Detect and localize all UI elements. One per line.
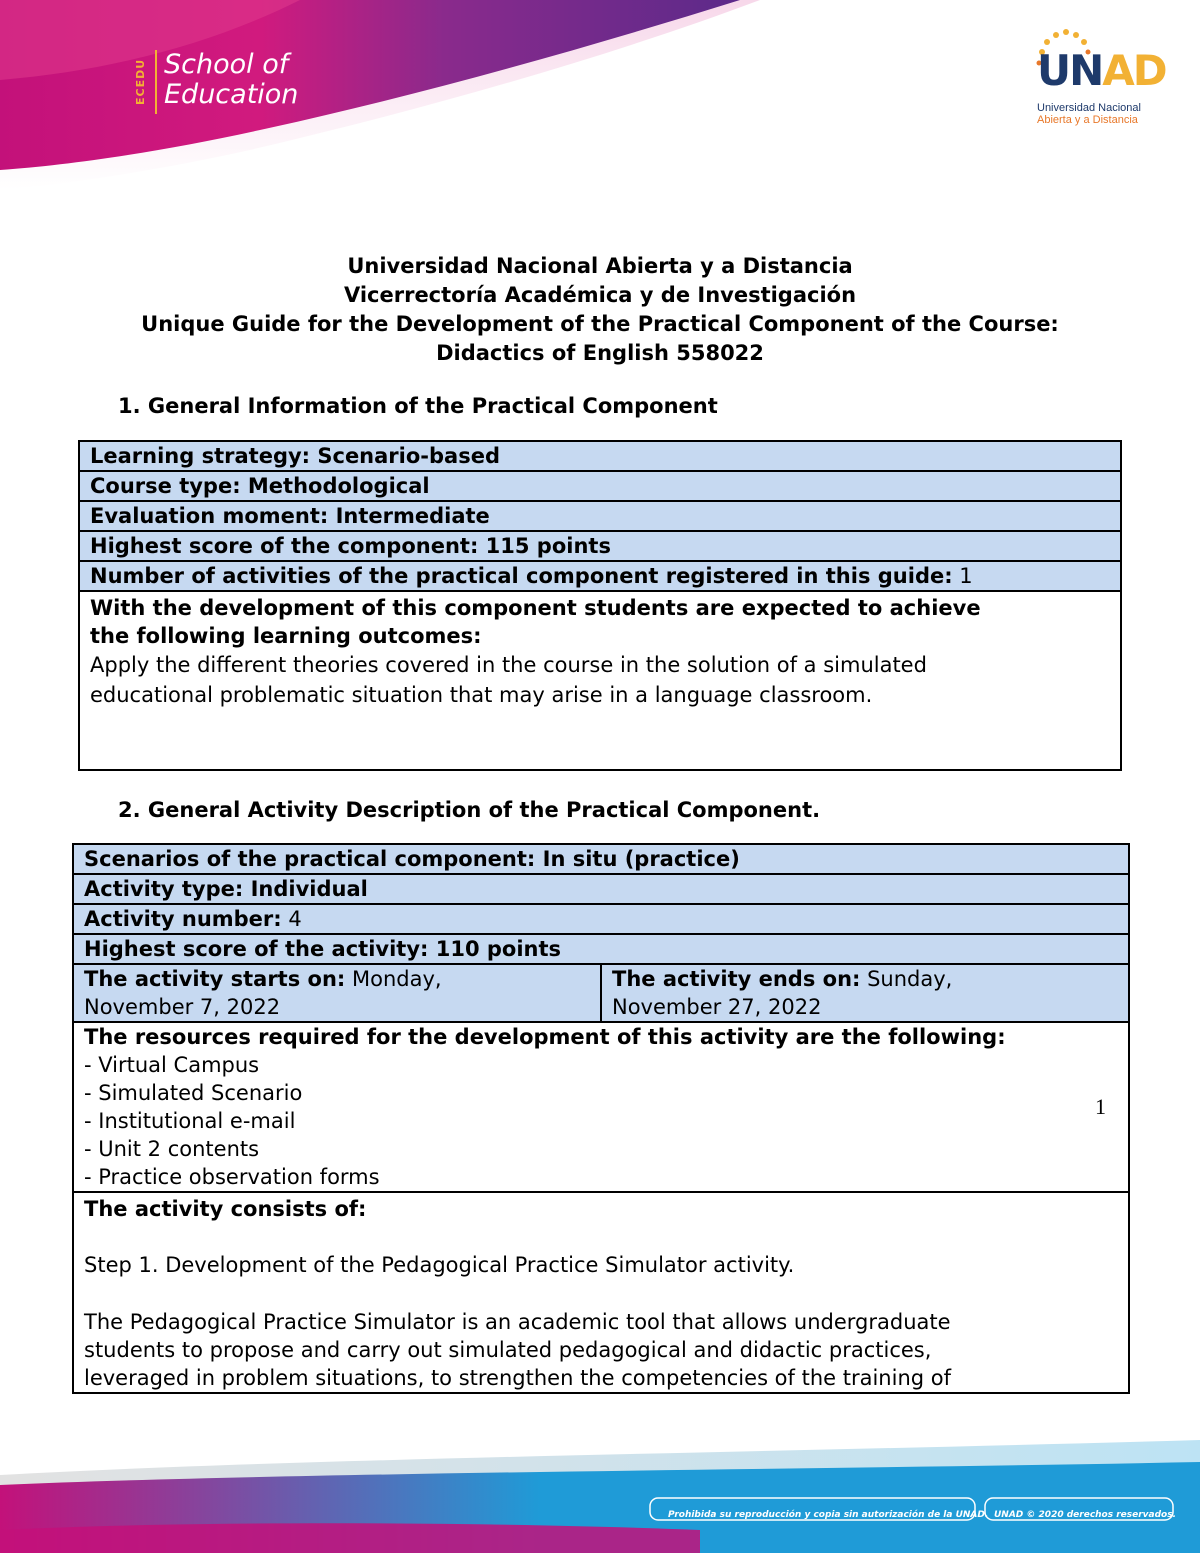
activity-number-label: Activity number: (84, 907, 282, 931)
course-type-cell: Course type: Methodological (79, 471, 1121, 501)
start-label: The activity starts on: (84, 967, 346, 991)
footer-decoration (0, 1440, 1200, 1553)
title-line-3: Unique Guide for the Development of the Practical Component of the Course: (141, 312, 1059, 336)
footer-copy-notice: Prohibida su reproducción y copia sin autorización de la UNAD. (668, 1510, 989, 1520)
school-logo-divider (155, 50, 157, 114)
resource-item: - Unit 2 contents (84, 1137, 260, 1161)
resources-cell (73, 1022, 1129, 1192)
scenarios-cell: Scenarios of the practical component: In situ (practice) (73, 844, 1129, 874)
learning-outcomes-cell (79, 591, 1121, 770)
title-line-2: Vicerrectoría Académica y de Investigación (343, 283, 857, 307)
title-line-1: Universidad Nacional Abierta y a Distancia (347, 254, 853, 278)
resource-item: - Institutional e-mail (84, 1109, 296, 1133)
simulator-paragraph-2: students to propose and carry out simulated pedagogical and didactic practices, (84, 1338, 932, 1362)
outcomes-label-1: With the development of this component students are expected to achieve (90, 596, 981, 620)
consists-label: The activity consists of: (84, 1197, 367, 1221)
outcomes-label-2: the following learning outcomes: (90, 624, 482, 648)
activities-count-label: Number of activities of the practical component registered in this guide: (90, 564, 953, 588)
activities-count-value: 1 (952, 564, 973, 588)
unad-subtitle-2: Abierta y a Distancia (1037, 114, 1138, 126)
activity-type-cell: Activity type: Individual (73, 874, 1129, 904)
page-number: 1 (1095, 1094, 1106, 1119)
end-value-1: Sunday, (860, 967, 953, 991)
activity-consists-cell (73, 1192, 1129, 1393)
school-line-1: School of (164, 49, 289, 80)
document-title-block (0, 252, 1200, 368)
general-information-table (78, 440, 1122, 771)
step-1-text: Step 1. Development of the Pedagogical Practice Simulator activity. (84, 1253, 795, 1277)
activities-count-cell (79, 561, 1121, 591)
outcomes-text-1: Apply the different theories covered in the course in the solution of a simulated (90, 653, 927, 677)
activity-highest-score-cell: Highest score of the activity: 110 points (73, 934, 1129, 964)
resource-item: - Simulated Scenario (84, 1081, 303, 1105)
activity-end-cell (601, 964, 1129, 1022)
unad-wordmark: UNAD (1037, 46, 1166, 95)
start-value-2: November 7, 2022 (84, 995, 281, 1019)
resources-label: The resources required for the development of this activity are the following: (84, 1025, 1006, 1049)
activity-start-cell (73, 964, 601, 1022)
section-1-heading: 1. General Information of the Practical Component (118, 394, 718, 418)
resource-item: - Virtual Campus (84, 1053, 260, 1077)
title-line-4: Didactics of English 558022 (436, 341, 764, 365)
activity-number-value: 4 (281, 907, 302, 931)
section-2-heading: 2. General Activity Description of the Practical Component. (118, 798, 821, 822)
school-line-2: Education (164, 79, 299, 110)
start-value-1: Monday, (345, 967, 442, 991)
component-highest-score-cell: Highest score of the component: 115 points (79, 531, 1121, 561)
footer-rights-notice: UNAD © 2020 derechos reservados. (994, 1510, 1177, 1520)
school-of-education-logo (164, 50, 298, 110)
resource-item: - Practice observation forms (84, 1165, 380, 1189)
activity-description-table (72, 843, 1130, 1394)
end-label: The activity ends on: (612, 967, 861, 991)
simulator-paragraph-3: leveraged in problem situations, to strengthen the competencies of the training of (84, 1366, 952, 1390)
unad-subtitle-1: Universidad Nacional (1037, 102, 1141, 114)
outcomes-text-2: educational problematic situation that may arise in a language classroom. (90, 683, 873, 707)
activity-number-cell (73, 904, 1129, 934)
simulator-paragraph-1: The Pedagogical Practice Simulator is an academic tool that allows undergraduate (84, 1310, 951, 1334)
end-value-2: November 27, 2022 (612, 995, 822, 1019)
learning-strategy-cell: Learning strategy: Scenario-based (79, 441, 1121, 471)
school-side-label: ECEDU (134, 58, 147, 106)
evaluation-moment-cell: Evaluation moment: Intermediate (79, 501, 1121, 531)
